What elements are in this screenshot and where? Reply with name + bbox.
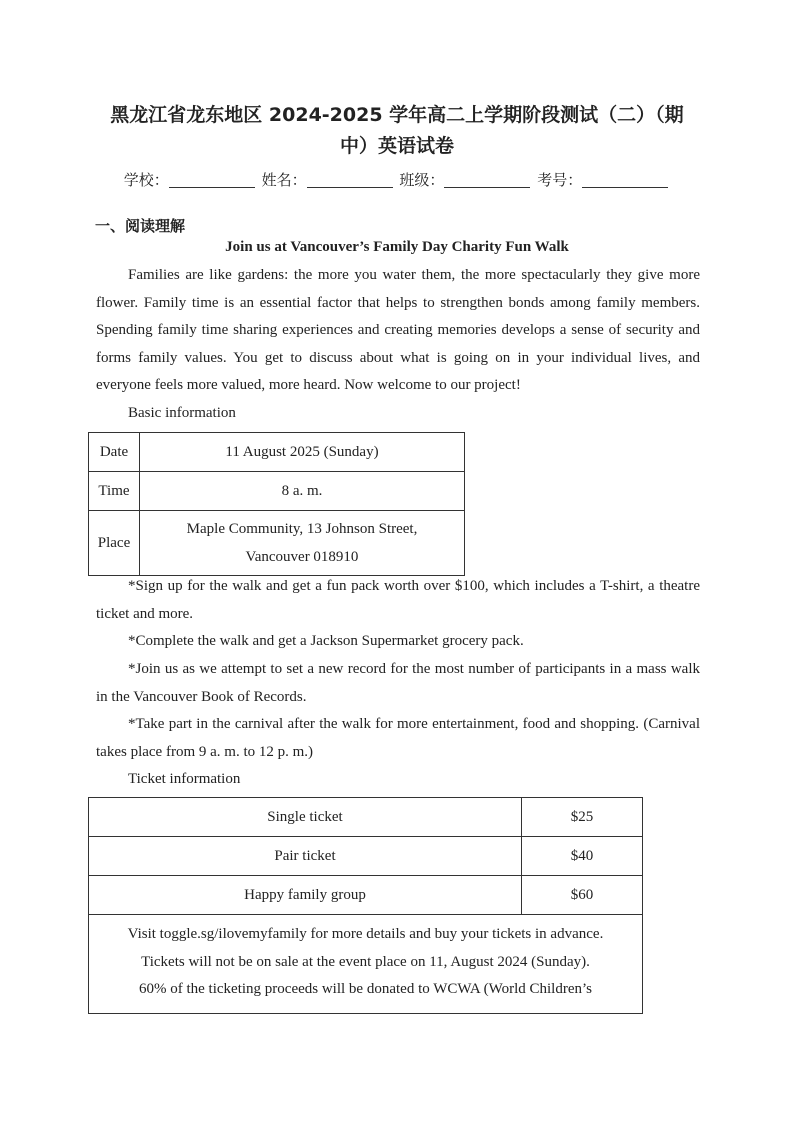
intro-paragraph: Families are like gardens: the more you water them, the more spectacularly they give more flower. Family time is an essential factor that helps to strengthen bonds among family members. Spending family time sharing experiences and creating memories develops a sense of security and forms family values. You get to discuss about what is going on in your individual lives, and everyone feels more valued, more heard. Now welcome to our project! — [96, 267, 700, 393]
student-info-fields — [95, 168, 699, 192]
ticket-price: $40 — [522, 837, 643, 876]
ticket-footer-line1: Visit toggle.sg/ilovemyfamily for more details and buy your tickets in advance. — [127, 926, 604, 942]
exam-title-line1: 黑龙江省龙东地区 2024-2025 学年高二上学期阶段测试（二）（期 — [110, 104, 684, 126]
table-row — [89, 837, 643, 876]
ticket-info-table — [88, 797, 643, 1014]
passage-title: Join us at Vancouver’s Family Day Charity Fun Walk — [225, 239, 569, 255]
table-row — [89, 798, 643, 837]
ticket-price: $25 — [522, 798, 643, 837]
basic-info-table — [88, 432, 465, 576]
place-line2: Vancouver 018910 — [245, 549, 359, 565]
table-row — [89, 511, 465, 576]
class-blank[interactable] — [444, 171, 530, 188]
name-field — [262, 168, 393, 192]
ticket-name: Happy family group — [89, 876, 522, 915]
ticket-footer-note — [89, 915, 643, 1014]
table-row — [89, 876, 643, 915]
name-label: 姓名： — [261, 171, 307, 189]
ticket-footer-line3: 60% of the ticketing proceeds will be donated to WCWA (World Children’s — [138, 981, 592, 997]
date-key: Date — [89, 433, 140, 472]
ticket-name: Pair ticket — [89, 837, 522, 876]
exam-title-line2: 中）英语试卷 — [339, 135, 454, 157]
class-field — [399, 168, 530, 192]
place-key: Place — [89, 511, 140, 576]
note-fun-pack: *Sign up for the walk and get a fun pack worth over $100, which includes a T-shirt, a theatre ticket and more. — [96, 578, 700, 622]
exam-number-blank[interactable] — [582, 171, 668, 188]
table-row — [89, 433, 465, 472]
school-field — [124, 168, 255, 192]
time-value: 8 a. m. — [140, 472, 465, 511]
ticket-info-label: Ticket information — [128, 771, 241, 787]
note-carnival: *Take part in the carnival after the walk for more entertainment, food and shopping. (Carnival takes place from 9 a. m. to 12 p. m.) — [96, 716, 700, 760]
ticket-footer-line2: Tickets will not be on sale at the event place on 11, August 2024 (Sunday). — [141, 953, 590, 970]
ticket-name: Single ticket — [89, 798, 522, 837]
place-value — [140, 511, 465, 576]
ticket-price: $60 — [522, 876, 643, 915]
table-row — [89, 915, 643, 1014]
table-row — [89, 472, 465, 511]
exam-number-label: 考号： — [537, 171, 583, 189]
time-key: Time — [89, 472, 140, 511]
date-value: 11 August 2025 (Sunday) — [140, 433, 465, 472]
section-heading: 一、阅读理解 — [95, 217, 186, 235]
class-label: 班级： — [399, 171, 445, 189]
place-line1: Maple Community, 13 Johnson Street, — [186, 521, 418, 537]
exam-number-field — [537, 168, 668, 192]
school-label: 学校： — [123, 171, 169, 189]
note-record: *Join us as we attempt to set a new record for the most number of participants in a mass walk in the Vancouver Book of Records. — [96, 661, 700, 705]
name-blank[interactable] — [307, 171, 393, 188]
note-grocery-pack: *Complete the walk and get a Jackson Supermarket grocery pack. — [128, 633, 524, 649]
basic-info-label: Basic information — [128, 405, 236, 421]
school-blank[interactable] — [169, 171, 255, 188]
exam-title — [95, 100, 699, 162]
